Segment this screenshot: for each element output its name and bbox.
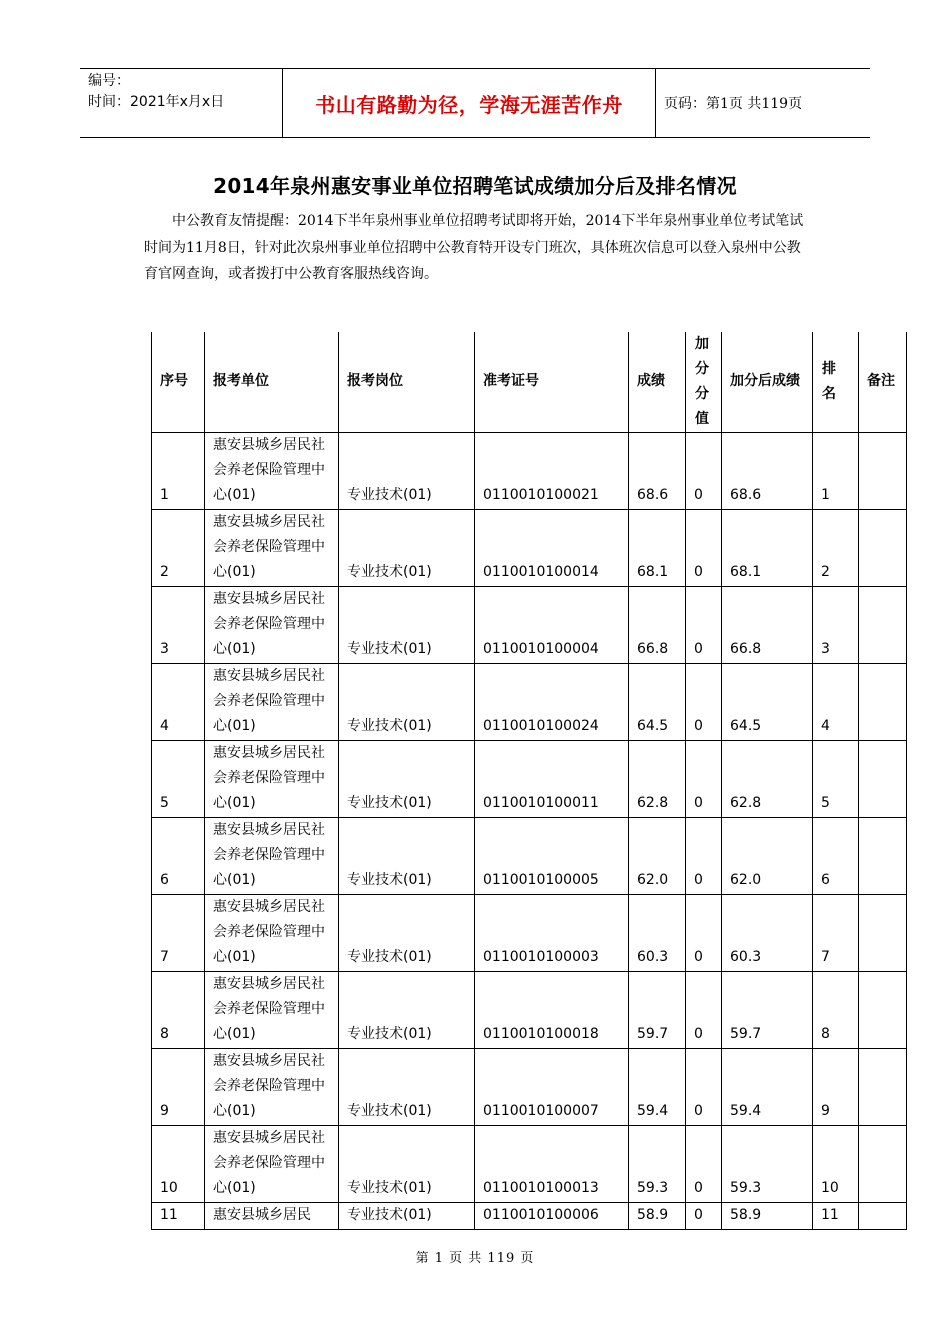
cell-bonus: 0 <box>686 1049 722 1126</box>
table-row <box>152 895 907 972</box>
cell-final: 66.8 <box>722 587 813 664</box>
cell-post: 专业技术(01) <box>339 895 475 972</box>
cell-seq: 1 <box>152 433 205 510</box>
cell-bonus: 0 <box>686 818 722 895</box>
cell-ticket: 0110010100013 <box>475 1126 629 1203</box>
cell-final: 58.9 <box>722 1203 813 1230</box>
cell-unit: 惠安县城乡居民社会养老保险管理中心(01) <box>205 1126 339 1203</box>
cell-unit: 惠安县城乡居民社会养老保险管理中心(01) <box>205 510 339 587</box>
intro-text: 中公教育友情提醒：2014下半年泉州事业单位招聘考试即将开始，2014下半年泉州事业单位考试笔试时间为11月8日，针对此次泉州事业单位招聘中公教育特开设专门班次，具体班次信息可以登入泉州中公教育官网查询，或者拨打中公教育客服热线咨询。 <box>144 213 804 282</box>
cell-post: 专业技术(01) <box>339 741 475 818</box>
header-score: 成绩 <box>629 332 686 433</box>
cell-rank: 2 <box>813 510 859 587</box>
intro-paragraph <box>144 208 808 288</box>
cell-unit: 惠安县城乡居民 <box>205 1203 339 1230</box>
cell-score: 62.8 <box>629 741 686 818</box>
cell-note <box>859 741 907 818</box>
cell-final: 59.4 <box>722 1049 813 1126</box>
cell-unit: 惠安县城乡居民社会养老保险管理中心(01) <box>205 587 339 664</box>
cell-note <box>859 818 907 895</box>
header-page-info: 页码：第1页 共119页 <box>664 96 803 112</box>
cell-final: 68.6 <box>722 433 813 510</box>
cell-ticket: 0110010100005 <box>475 818 629 895</box>
cell-note <box>859 895 907 972</box>
cell-seq: 11 <box>152 1203 205 1230</box>
cell-score: 68.6 <box>629 433 686 510</box>
cell-bonus: 0 <box>686 510 722 587</box>
header-seq: 序号 <box>152 332 205 433</box>
cell-seq: 8 <box>152 972 205 1049</box>
header-rank: 排名 <box>813 332 859 433</box>
table-row <box>152 1049 907 1126</box>
page-footer: 第 1 页 共 119 页 <box>415 1251 535 1266</box>
cell-note <box>859 510 907 587</box>
table-row <box>152 818 907 895</box>
cell-post: 专业技术(01) <box>339 587 475 664</box>
cell-score: 58.9 <box>629 1203 686 1230</box>
cell-bonus: 0 <box>686 972 722 1049</box>
cell-final: 59.7 <box>722 972 813 1049</box>
cell-ticket: 0110010100011 <box>475 741 629 818</box>
cell-note <box>859 1126 907 1203</box>
cell-seq: 4 <box>152 664 205 741</box>
cell-score: 68.1 <box>629 510 686 587</box>
table-header-row <box>152 332 907 433</box>
cell-post: 专业技术(01) <box>339 1203 475 1230</box>
cell-rank: 8 <box>813 972 859 1049</box>
cell-rank: 9 <box>813 1049 859 1126</box>
cell-score: 62.0 <box>629 818 686 895</box>
cell-ticket: 0110010100021 <box>475 433 629 510</box>
results-table <box>151 332 907 1230</box>
header-meta <box>80 69 282 137</box>
cell-score: 64.5 <box>629 664 686 741</box>
header-bonus: 加分分值 <box>686 332 722 433</box>
cell-seq: 3 <box>152 587 205 664</box>
cell-seq: 10 <box>152 1126 205 1203</box>
table-row <box>152 510 907 587</box>
cell-note <box>859 664 907 741</box>
header-note: 备注 <box>859 332 907 433</box>
table-row <box>152 664 907 741</box>
cell-seq: 9 <box>152 1049 205 1126</box>
cell-post: 专业技术(01) <box>339 1049 475 1126</box>
cell-bonus: 0 <box>686 587 722 664</box>
cell-post: 专业技术(01) <box>339 972 475 1049</box>
cell-post: 专业技术(01) <box>339 664 475 741</box>
cell-unit: 惠安县城乡居民社会养老保险管理中心(01) <box>205 664 339 741</box>
header-unit: 报考单位 <box>205 332 339 433</box>
cell-unit: 惠安县城乡居民社会养老保险管理中心(01) <box>205 972 339 1049</box>
cell-post: 专业技术(01) <box>339 1126 475 1203</box>
cell-ticket: 0110010100004 <box>475 587 629 664</box>
cell-seq: 6 <box>152 818 205 895</box>
cell-unit: 惠安县城乡居民社会养老保险管理中心(01) <box>205 895 339 972</box>
document-title: 2014年泉州惠安事业单位招聘笔试成绩加分后及排名情况 <box>213 174 737 198</box>
cell-final: 68.1 <box>722 510 813 587</box>
cell-score: 59.7 <box>629 972 686 1049</box>
cell-post: 专业技术(01) <box>339 510 475 587</box>
cell-rank: 4 <box>813 664 859 741</box>
header-code: 编号： <box>88 73 130 89</box>
cell-ticket: 0110010100018 <box>475 972 629 1049</box>
cell-unit: 惠安县城乡居民社会养老保险管理中心(01) <box>205 818 339 895</box>
cell-rank: 11 <box>813 1203 859 1230</box>
cell-bonus: 0 <box>686 664 722 741</box>
cell-note <box>859 433 907 510</box>
header-post: 报考岗位 <box>339 332 475 433</box>
cell-unit: 惠安县城乡居民社会养老保险管理中心(01) <box>205 433 339 510</box>
cell-post: 专业技术(01) <box>339 818 475 895</box>
table-row <box>152 1203 907 1230</box>
cell-note <box>859 587 907 664</box>
cell-unit: 惠安县城乡居民社会养老保险管理中心(01) <box>205 1049 339 1126</box>
cell-ticket: 0110010100014 <box>475 510 629 587</box>
cell-seq: 2 <box>152 510 205 587</box>
cell-rank: 6 <box>813 818 859 895</box>
document-header <box>80 68 870 138</box>
cell-post: 专业技术(01) <box>339 433 475 510</box>
cell-rank: 10 <box>813 1126 859 1203</box>
cell-note <box>859 1049 907 1126</box>
cell-bonus: 0 <box>686 895 722 972</box>
cell-bonus: 0 <box>686 741 722 818</box>
cell-final: 62.8 <box>722 741 813 818</box>
cell-seq: 7 <box>152 895 205 972</box>
table-row <box>152 741 907 818</box>
cell-final: 60.3 <box>722 895 813 972</box>
cell-final: 64.5 <box>722 664 813 741</box>
cell-bonus: 0 <box>686 433 722 510</box>
cell-ticket: 0110010100024 <box>475 664 629 741</box>
table-row <box>152 587 907 664</box>
cell-score: 66.8 <box>629 587 686 664</box>
table-row <box>152 1126 907 1203</box>
cell-note <box>859 1203 907 1230</box>
cell-ticket: 0110010100003 <box>475 895 629 972</box>
cell-rank: 1 <box>813 433 859 510</box>
cell-score: 60.3 <box>629 895 686 972</box>
table-row <box>152 433 907 510</box>
table-row <box>152 972 907 1049</box>
header-motto: 书山有路勤为径，学海无涯苦作舟 <box>282 69 656 137</box>
header-time: 时间：2021年x月x日 <box>88 94 225 110</box>
cell-seq: 5 <box>152 741 205 818</box>
cell-rank: 5 <box>813 741 859 818</box>
cell-rank: 3 <box>813 587 859 664</box>
cell-score: 59.4 <box>629 1049 686 1126</box>
cell-unit: 惠安县城乡居民社会养老保险管理中心(01) <box>205 741 339 818</box>
cell-rank: 7 <box>813 895 859 972</box>
cell-final: 62.0 <box>722 818 813 895</box>
cell-note <box>859 972 907 1049</box>
cell-ticket: 0110010100007 <box>475 1049 629 1126</box>
cell-ticket: 0110010100006 <box>475 1203 629 1230</box>
header-ticket: 准考证号 <box>475 332 629 433</box>
cell-final: 59.3 <box>722 1126 813 1203</box>
cell-bonus: 0 <box>686 1126 722 1203</box>
cell-bonus: 0 <box>686 1203 722 1230</box>
cell-score: 59.3 <box>629 1126 686 1203</box>
header-final: 加分后成绩 <box>722 332 813 433</box>
